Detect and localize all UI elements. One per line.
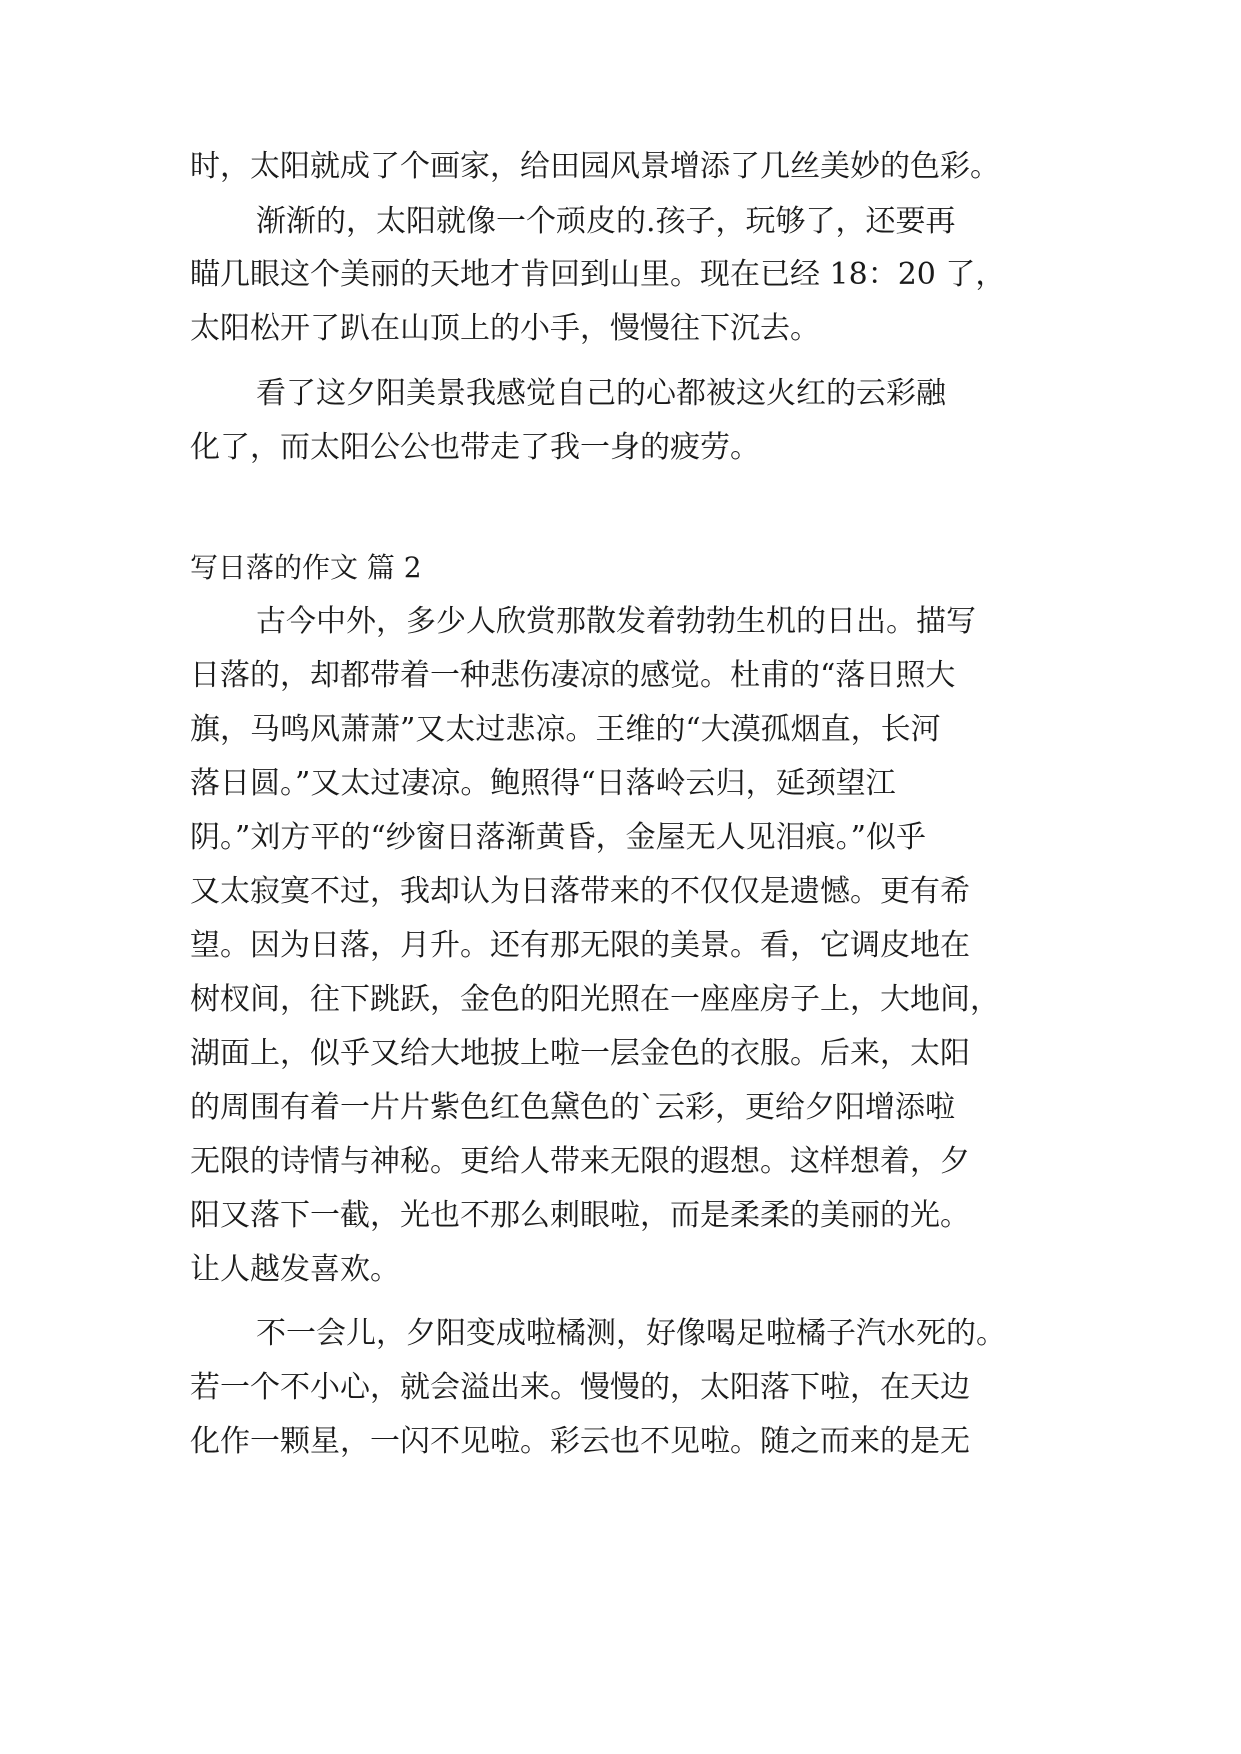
text-line: 落日圆。”又太过凄凉。鲍照得“日落岭云归，延颈望江 bbox=[190, 766, 896, 801]
paragraph-start-line: 古今中外，多少人欣赏那散发着勃勃生机的日出。描写 bbox=[256, 604, 976, 639]
text-line: 瞄几眼这个美丽的天地才肯回到山里。现在已经 18：20 了， bbox=[190, 257, 1006, 292]
text-line: 树杈间，往下跳跃，金色的阳光照在一座座房子上，大地间， bbox=[190, 982, 1000, 1017]
paragraph-start-line: 看了这夕阳美景我感觉自己的心都被这火红的云彩融 bbox=[256, 376, 946, 411]
text-line: 的周围有着一片片紫色红色黛色的`云彩，更给夕阳增添啦 bbox=[190, 1090, 955, 1125]
text-line: 化作一颗星，一闪不见啦。彩云也不见啦。随之而来的是无 bbox=[190, 1424, 970, 1459]
text-line: 阳又落下一截，光也不那么刺眼啦，而是柔柔的美丽的光。 bbox=[190, 1198, 970, 1233]
text-line: 日落的，却都带着一种悲伤凄凉的感觉。杜甫的“落日照大 bbox=[190, 658, 956, 693]
text-line: 望。因为日落，月升。还有那无限的美景。看，它调皮地在 bbox=[190, 928, 970, 963]
text-line: 无限的诗情与神秘。更给人带来无限的遐想。这样想着，夕 bbox=[190, 1144, 970, 1179]
paragraph-start-line: 渐渐的，太阳就像一个顽皮的.孩子，玩够了，还要再 bbox=[256, 204, 956, 239]
text-line: 化了，而太阳公公也带走了我一身的疲劳。 bbox=[190, 430, 760, 465]
text-line: 太阳松开了趴在山顶上的小手，慢慢往下沉去。 bbox=[190, 311, 820, 346]
text-line: 旗，马鸣风萧萧”又太过悲凉。王维的“大漠孤烟直，长河 bbox=[190, 712, 941, 747]
text-line: 时，太阳就成了个画家，给田园风景增添了几丝美妙的色彩。 bbox=[190, 149, 1000, 184]
text-line: 又太寂寞不过，我却认为日落带来的不仅仅是遗憾。更有希 bbox=[190, 874, 970, 909]
text-line: 若一个不小心，就会溢出来。慢慢的，太阳落下啦，在天边 bbox=[190, 1370, 970, 1405]
text-line: 湖面上，似乎又给大地披上啦一层金色的衣服。后来，太阳 bbox=[190, 1036, 970, 1071]
text-line: 让人越发喜欢。 bbox=[190, 1252, 400, 1287]
paragraph-start-line: 不一会儿，夕阳变成啦橘测，好像喝足啦橘子汽水死的。 bbox=[256, 1316, 1006, 1351]
section-heading: 写日落的作文 篇 2 bbox=[190, 551, 422, 584]
text-line: 阴。”刘方平的“纱窗日落渐黄昏，金屋无人见泪痕。”似乎 bbox=[190, 820, 927, 855]
